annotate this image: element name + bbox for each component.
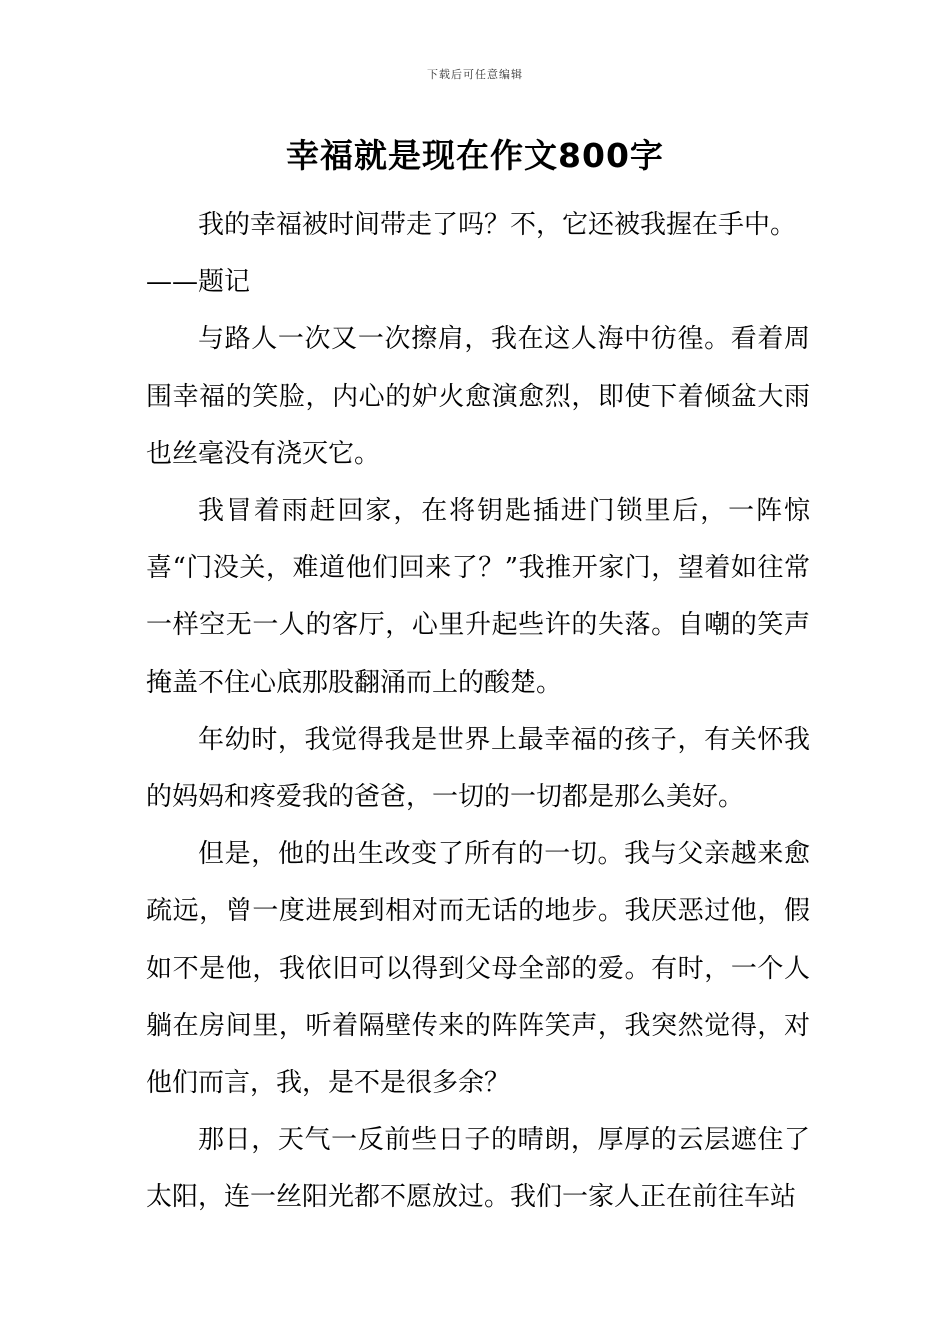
paragraph: 我的幸福被时间带走了吗？不，它还被我握在手中。: [198, 210, 797, 240]
essay-body: [146, 197, 810, 1227]
header-note: 下载后可任意编辑: [427, 68, 523, 81]
paragraph: 与路人一次又一次擦肩，我在这人海中彷徨。看着周围幸福的笑脸，内心的妒火愈演愈烈，即使下着倾盆大雨也丝毫没有浇灭它。: [146, 324, 810, 469]
epigraph-attribution: ——题记: [146, 267, 251, 298]
paragraph: 那日，天气一反前些日子的晴朗，厚厚的云层遮住了太阳，连一丝阳光都不愿放过。我们一家人正在前往车站: [146, 1125, 810, 1213]
paragraph: 但是，他的出生改变了所有的一切。我与父亲越来愈疏远，曾一度进展到相对而无话的地步。我厌恶过他，假如不是他，我依旧可以得到父母全部的爱。有时，一个人躺在房间里，听着隔壁传来的阵阵笑声，我突然觉得，对他们而言，我，是不是很多余？: [146, 839, 810, 1099]
page-title: 幸福就是现在作文800字: [286, 136, 664, 175]
paragraph: 年幼时，我觉得我是世界上最幸福的孩子，有关怀我的妈妈和疼爱我的爸爸，一切的一切都是那么美好。: [146, 724, 810, 813]
paragraph: 我冒着雨赶回家，在将钥匙插进门锁里后，一阵惊喜“门没关，难道他们回来了？”我推开家门，望着如往常一样空无一人的客厅，心里升起些许的失落。自嘲的笑声掩盖不住心底那股翻涌而上的酸楚。: [146, 496, 810, 698]
